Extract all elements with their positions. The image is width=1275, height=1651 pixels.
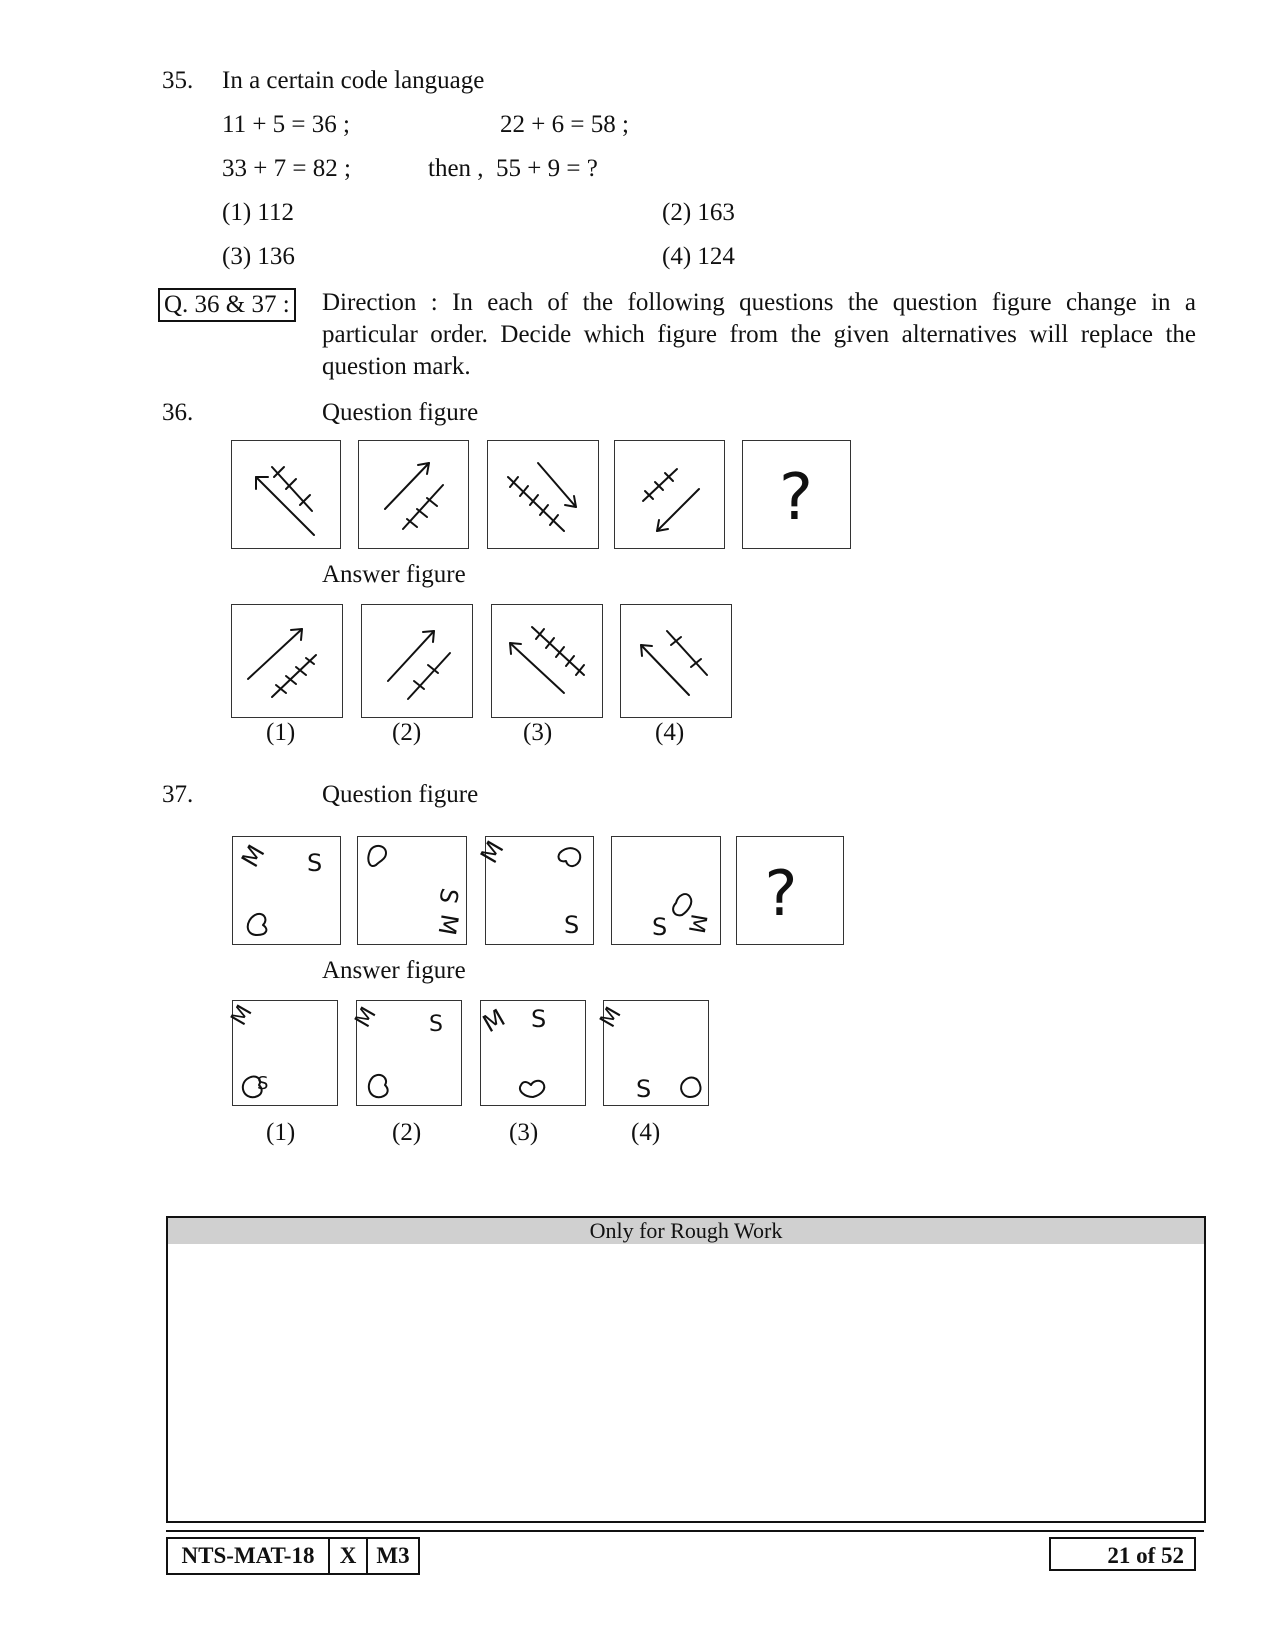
q36-answer-figure-2[interactable] [361, 604, 473, 718]
q37-letter-m: M [432, 911, 464, 938]
q35-equation-3: 33 + 7 = 82 ; [222, 155, 351, 182]
q37-question-heading: Question figure [322, 781, 479, 808]
q36-question-heading: Question figure [322, 399, 479, 426]
footer-set: M3 [366, 1537, 420, 1575]
q35-stem: In a certain code language [222, 67, 485, 94]
q36-question-mark: ? [779, 461, 813, 535]
q37-letter-s: S [307, 849, 323, 877]
q36-answer-figure-4[interactable] [620, 604, 732, 718]
q36-number: 36. [162, 399, 194, 426]
direction-line-1: Direction : In each of the following questions the question figure change in a [322, 289, 1196, 316]
q37-letter-m: M [226, 1001, 258, 1030]
q37-question-figure-2 [357, 836, 467, 945]
q35-option-1[interactable]: (1) 112 [222, 199, 294, 226]
q37-question-figure-1 [232, 836, 341, 945]
q37-answer-heading: Answer figure [322, 957, 466, 984]
q37-letter-s: S [652, 913, 668, 941]
q37-question-figure-3 [474, 836, 594, 945]
q35-number: 35. [162, 67, 194, 94]
direction-label: Q. 36 & 37 : [158, 288, 296, 322]
q36-option-label-1: (1) [266, 719, 296, 746]
q37-answer-figure-3[interactable] [480, 1000, 586, 1106]
direction-line-2: particular order. Decide which figure from the given alternatives will replace the [322, 321, 1196, 348]
q37-letter-m: M [350, 1003, 382, 1032]
q37-letter-s: S [433, 885, 464, 906]
q36-option-label-2: (2) [392, 719, 422, 746]
footer-exam-code: NTS-MAT-18 [166, 1537, 330, 1575]
q37-question-mark: ? [764, 857, 798, 930]
q37-answer-figure-4[interactable] [595, 1000, 709, 1106]
q37-letter-m: M [595, 1003, 627, 1032]
q35-equation-4: then , 55 + 9 = ? [428, 155, 598, 182]
q37-option-label-1: (1) [266, 1119, 296, 1146]
q36-answer-figure-3[interactable] [491, 604, 603, 718]
q37-option-label-2: (2) [392, 1119, 422, 1146]
q37-letter-m: M [478, 1003, 510, 1039]
q36-option-label-4: (4) [655, 719, 685, 746]
direction-line-3: question mark. [322, 353, 471, 380]
q35-option-2[interactable]: (2) 163 [662, 199, 735, 226]
q37-question-mark-figure [736, 836, 844, 945]
q36-option-label-3: (3) [523, 719, 553, 746]
q37-option-label-3: (3) [509, 1119, 539, 1146]
q37-question-figure-4 [611, 836, 721, 945]
q37-option-label-4: (4) [631, 1119, 661, 1146]
q36-question-mark-figure [742, 440, 851, 549]
q37-letter-m: M [474, 836, 510, 868]
footer-page-number: 21 of 52 [1049, 1537, 1196, 1571]
q37-letter-s: S [564, 911, 580, 939]
footer-rule [166, 1530, 1204, 1532]
q37-letter-m: M [682, 911, 711, 935]
q37-letter-m: M [235, 840, 271, 872]
q37-answer-figure-2[interactable] [350, 1000, 462, 1106]
rough-work-area [166, 1216, 1206, 1523]
q37-letter-s: S [257, 1073, 269, 1094]
q36-question-figure-4 [614, 440, 725, 549]
q35-equation-1: 11 + 5 = 36 ; [222, 111, 350, 138]
q35-option-4[interactable]: (4) 124 [662, 243, 735, 270]
q35-equation-2: 22 + 6 = 58 ; [500, 111, 629, 138]
q35-option-3[interactable]: (3) 136 [222, 243, 295, 270]
q36-question-figure-1 [231, 440, 341, 549]
rough-work-title: Only for Rough Work [168, 1218, 1204, 1244]
q37-letter-s: S [531, 1005, 547, 1033]
q37-answer-figure-1[interactable] [226, 1000, 338, 1106]
q37-letter-s: S [636, 1075, 652, 1103]
q36-question-figure-3 [487, 440, 599, 549]
q37-number: 37. [162, 781, 194, 808]
q36-answer-heading: Answer figure [322, 561, 466, 588]
q36-question-figure-2 [358, 440, 469, 549]
q37-letter-s: S [429, 1012, 443, 1037]
q36-answer-figure-1[interactable] [231, 604, 343, 718]
footer-class: X [328, 1537, 368, 1575]
